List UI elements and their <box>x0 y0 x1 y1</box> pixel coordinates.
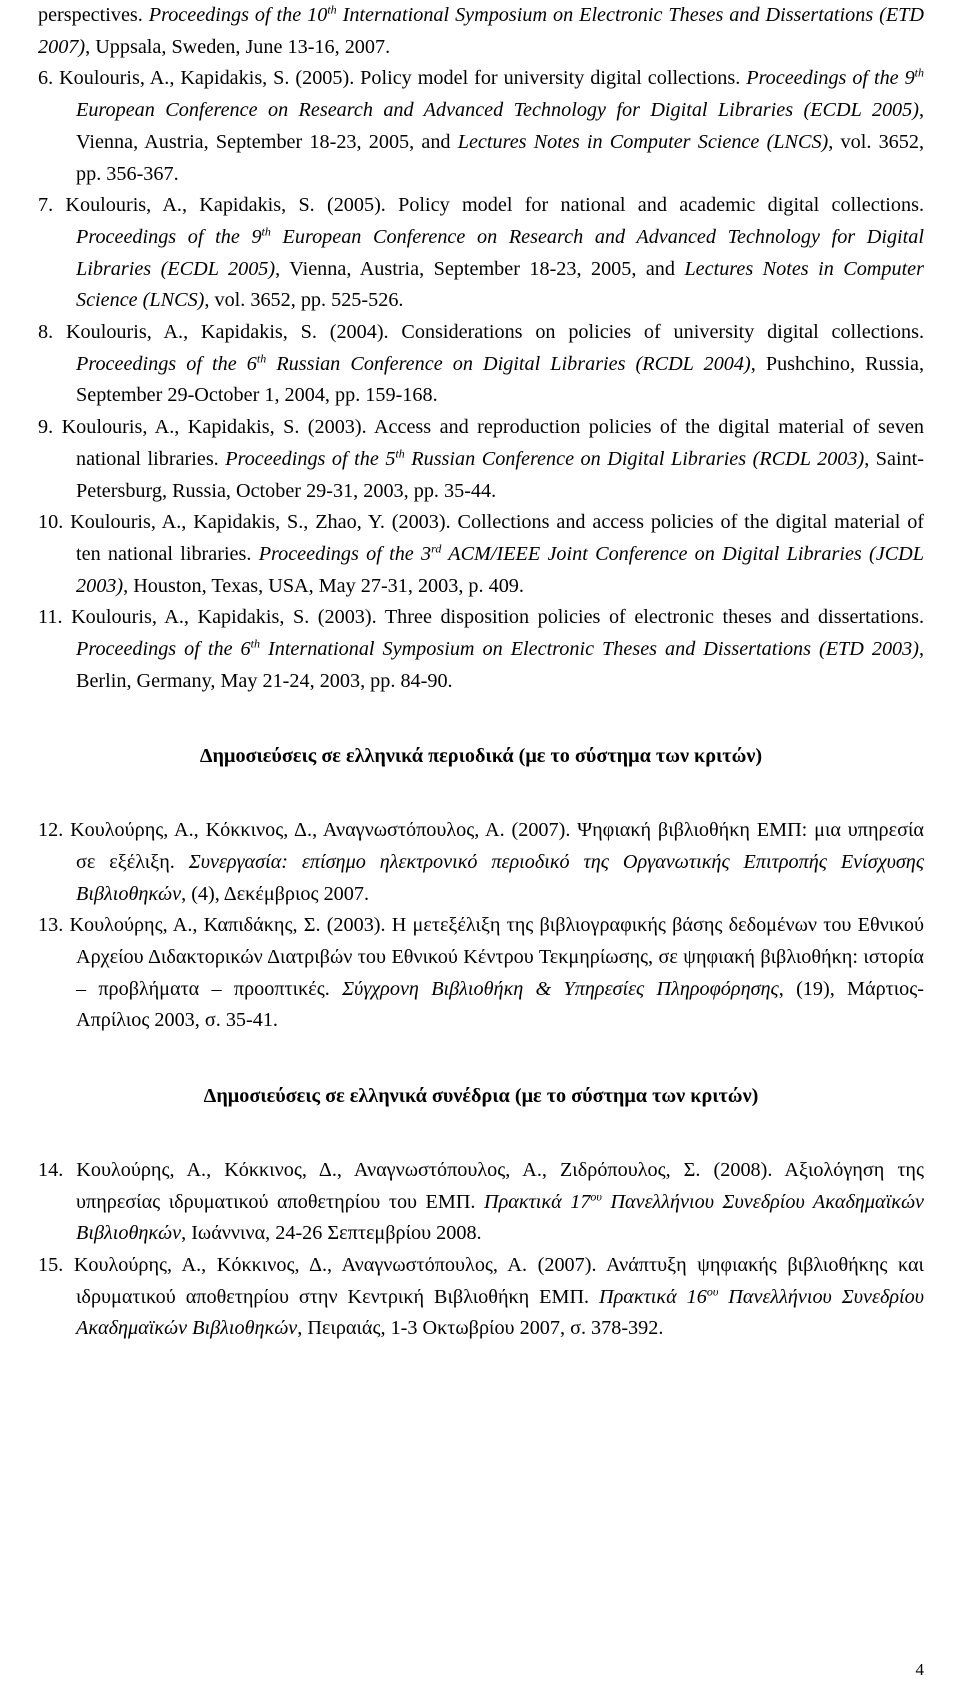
reference-number: 11. <box>38 606 63 629</box>
reference-10: 10. Koulouris, A., Kapidakis, S., Zhao, Y. (2003). Collections and access policies of the digital material of ten national libraries. Proceedings of the 3rd ACM/IEEE Joint Conference on Digital Libraries (JCDL 2003), Houston, Texas, USA, May 27-31, 2003, p. 409. <box>38 511 925 597</box>
reference-number: 13. <box>38 914 64 937</box>
reference-number: 9. <box>38 416 54 439</box>
reference-6: 6. Koulouris, A., Kapidakis, S. (2005). Policy model for university digital collections. Proceedings of the 9th European Conference on Research and Advanced Technology for Digital Libraries (ECDL 2005), Vienna, Austria, September 18-23, 2005, and Lectures Notes in Computer Science (LNCS), vol. 3652, pp. 356-367. <box>38 65 925 185</box>
reference-number: 12. <box>38 819 64 842</box>
reference-number: 6. <box>38 67 54 90</box>
reference-11: 11. Koulouris, A., Kapidakis, S. (2003). Three disposition policies of electronic theses and dissertations. Proceedings of the 6th International Symposium on Electronic Theses and Dissertations (ETD 2003), Berlin, Germany, May 21-24, 2003, pp. 84-90. <box>38 606 925 692</box>
reference-number: 8. <box>38 321 54 344</box>
reference-number: 14. <box>38 1158 64 1181</box>
reference-14: 14. Κουλούρης, Α., Κόκκινος, Δ., Αναγνωστόπουλος, Α., Ζιδρόπουλος, Σ. (2008). Αξιολόγηση της υπηρεσίας ιδρυματικού αποθετηρίου του ΕΜΠ. Πρακτικά $17^{o\upsilon}$ Πανελλήνιου Συνεδρίου Ακαδημαϊκών Βιβλιοθηκών, Ιωάννινα, 24-26 Σεπτεμβρίου 2008. <box>38 1158 925 1245</box>
section-heading-conferences: Δημοσιεύσεις σε ελληνικά συνέδρια (με το σύστημα των κριτών) <box>203 1085 759 1108</box>
references-english <box>38 0 924 697</box>
section-heading-journals: Δημοσιεύσεις σε ελληνικά περιοδικά (με το σύστημα των κριτών) <box>199 745 763 768</box>
reference-number: 7. <box>38 194 54 217</box>
reference-continuation: perspectives. Proceedings of the 10th International Symposium on Electronic Theses and Dissertations (ETD 2007), Uppsala, Sweden, June 13-16, 2007. <box>38 2 924 58</box>
reference-number: 15. <box>38 1253 64 1276</box>
page-number: 4 <box>915 1660 924 1680</box>
reference-9: 9. Koulouris, A., Kapidakis, S. (2003). Access and reproduction policies of the digital material of seven national libraries. Proceedings of the 5th Russian Conference on Digital Libraries (RCDL 2003), Saint-Petersburg, Russia, October 29-31, 2003, pp. 35-44. <box>38 416 925 502</box>
reference-number: 10. <box>38 511 64 534</box>
reference-12: 12. Κουλούρης, Α., Κόκκινος, Δ., Αναγνωστόπουλος, Α. (2007). Ψηφιακή βιβλιοθήκη ΕΜΠ: μια υπηρεσία σε εξέλιξη. Συνεργασία: επίσημο ηλεκτρονικό περιοδικό της Οργανωτικής Επιτροπής Ενίσχυσης Βιβλιοθηκών, (4), Δεκέμβριος 2007. <box>38 819 925 905</box>
references-conferences <box>38 1155 924 1345</box>
reference-8: 8. Koulouris, A., Kapidakis, S. (2004). Considerations on policies of university digital collections. Proceedings of the 6th Russian Conference on Digital Libraries (RCDL 2004), Pushchino, Russia, September 29-October 1, 2004, pp. 159-168. <box>38 321 925 407</box>
reference-13: 13. Κουλούρης, Α., Καπιδάκης, Σ. (2003). Η μετεξέλιξη της βιβλιογραφικής βάσης δεδομένων του Εθνικού Αρχείου Διδακτορικών Διατριβών του Εθνικού Κέντρου Τεκμηρίωσης, σε ψηφιακή βιβλιοθήκη: ιστορία – προβλήματα – προοπτικές. Σύγχρονη Βιβλιοθήκη & Υπηρεσίες Πληροφόρησης, (19), Μάρτιος-Απρίλιος 2003, σ. 35-41. <box>38 914 925 1032</box>
reference-7: 7. Koulouris, A., Kapidakis, S. (2005). Policy model for national and academic digital collections. Proceedings of the 9th European Conference on Research and Advanced Technology for Digital Libraries (ECDL 2005), Vienna, Austria, September 18-23, 2005, and Lectures Notes in Computer Science (LNCS), vol. 3652, pp. 525-526. <box>38 194 925 312</box>
reference-15: 15. Κουλούρης, Α., Κόκκινος, Δ., Αναγνωστόπουλος, Α. (2007). Ανάπτυξη ψηφιακής βιβλιοθήκης και ιδρυματικού αποθετηρίου στην Κεντρική Βιβλιοθήκη ΕΜΠ. Πρακτικά $16^{o\upsilon}$ Πανελλήνιου Συνεδρίου Ακαδημαϊκών Βιβλιοθηκών, Πειραιάς, 1-3 Οκτωβρίου 2007, σ. 378-392. <box>38 1253 924 1340</box>
references-journals <box>38 815 924 1037</box>
